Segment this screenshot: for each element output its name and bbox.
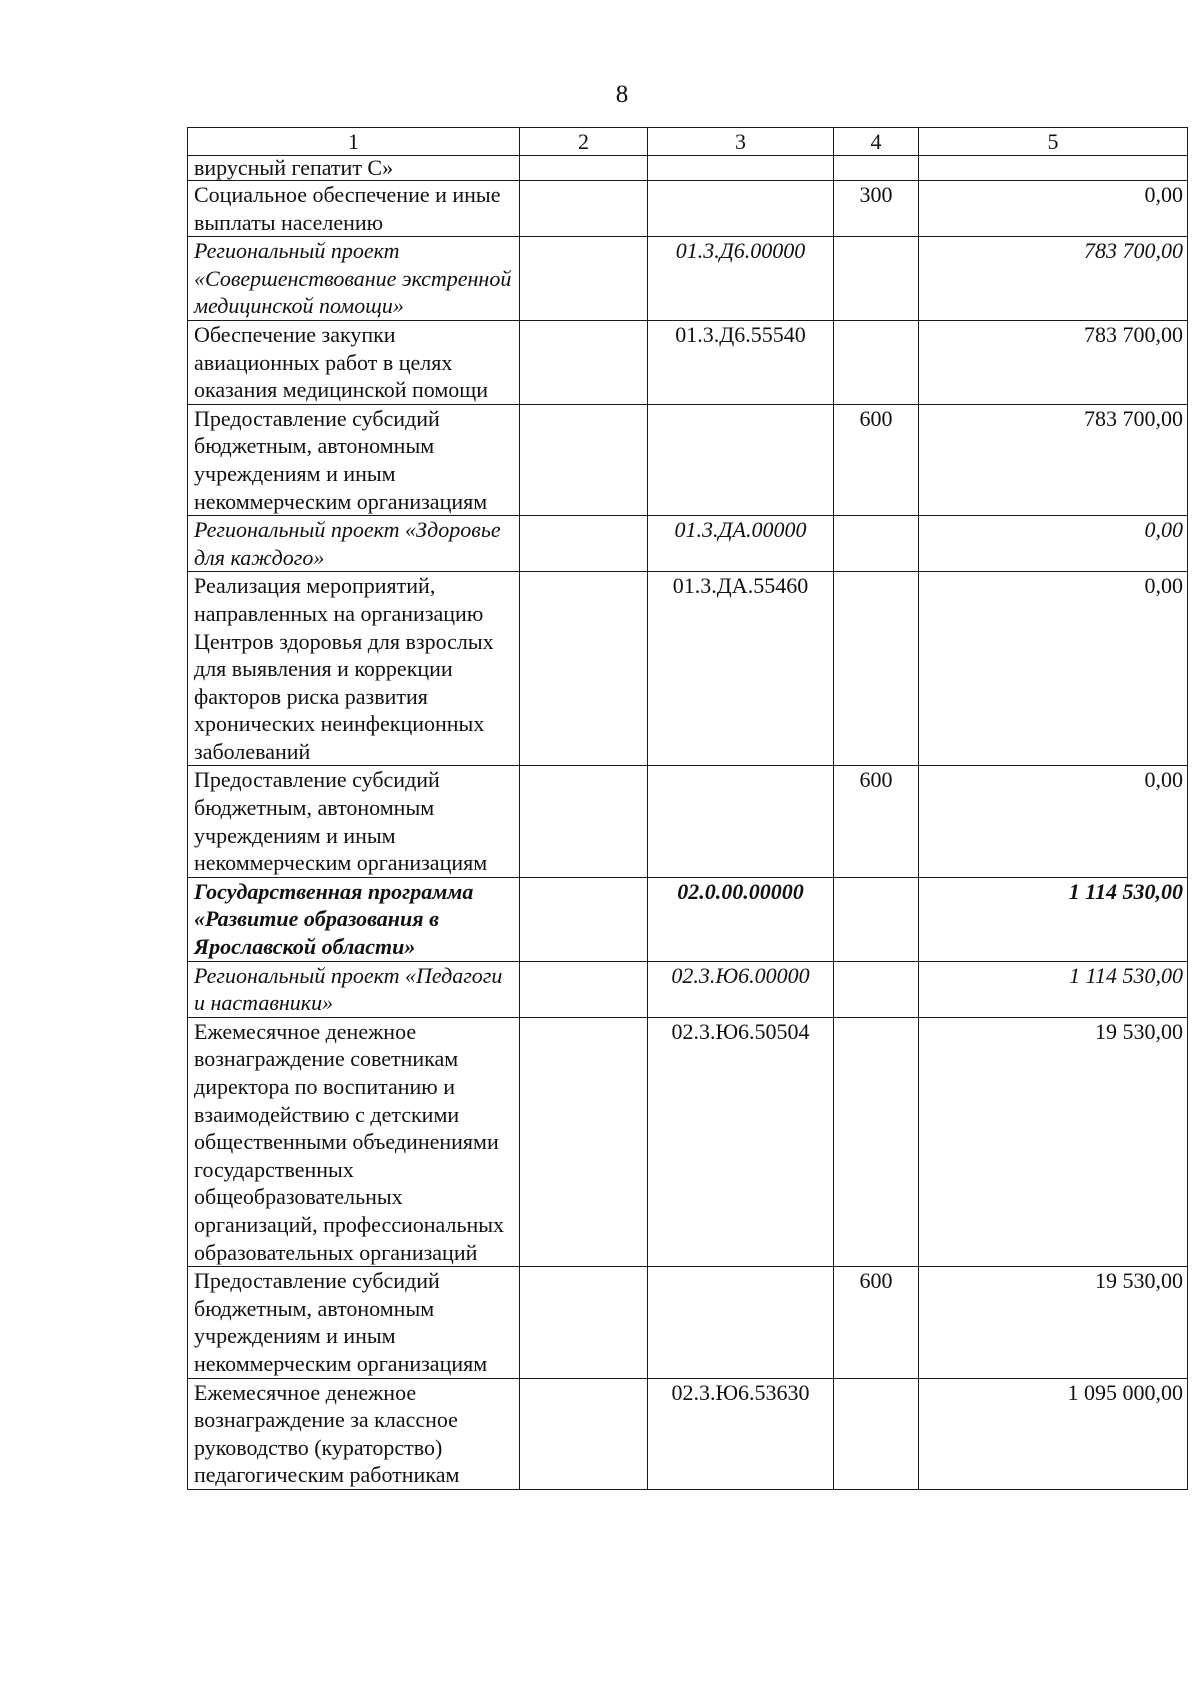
- row-type-cell: [834, 237, 919, 321]
- row-sum-cell: 1 114 530,00: [919, 877, 1188, 961]
- row-col2-cell: [520, 516, 648, 572]
- row-code-cell: 02.3.Ю6.53630: [648, 1378, 834, 1489]
- row-col2-cell: [520, 572, 648, 766]
- row-name-cell: Ежемесячное денежное вознаграждение за классное руководство (кураторство) педагогическим работникам: [188, 1378, 520, 1489]
- row-code-cell: 01.3.Д6.00000: [648, 237, 834, 321]
- row-code-cell: [648, 1267, 834, 1378]
- row-code-cell: [648, 766, 834, 877]
- row-name-cell: Региональный проект «Здоровье для каждого»: [188, 516, 520, 572]
- row-name-cell: Социальное обеспечение и иные выплаты населению: [188, 181, 520, 237]
- row-col2-cell: [520, 877, 648, 961]
- table-row: [188, 877, 1188, 961]
- row-code-cell: [648, 404, 834, 515]
- row-type-cell: [834, 1378, 919, 1489]
- row-sum-cell: 0,00: [919, 766, 1188, 877]
- row-code-cell: 01.3.ДА.55460: [648, 572, 834, 766]
- row-type-cell: 600: [834, 404, 919, 515]
- table-row: [188, 1378, 1188, 1489]
- row-sum-cell: 19 530,00: [919, 1267, 1188, 1378]
- row-col2-cell: [520, 1017, 648, 1266]
- table-row: [188, 572, 1188, 766]
- row-code-cell: 02.0.00.00000: [648, 877, 834, 961]
- row-name-cell: Обеспечение закупки авиационных работ в целях оказания медицинской помощи: [188, 320, 520, 404]
- row-name-cell: вирусный гепатит С»: [188, 156, 520, 181]
- row-col2-cell: [520, 766, 648, 877]
- row-sum-cell: 1 095 000,00: [919, 1378, 1188, 1489]
- row-name-cell: Региональный проект «Совершенствование экстренной медицинской помощи»: [188, 237, 520, 321]
- row-type-cell: [834, 877, 919, 961]
- row-sum-cell: 783 700,00: [919, 320, 1188, 404]
- header-cell: 1: [188, 128, 520, 156]
- row-code-cell: 02.3.Ю6.00000: [648, 961, 834, 1017]
- row-sum-cell: [919, 156, 1188, 181]
- table-header-row: [188, 128, 1188, 156]
- row-sum-cell: 1 114 530,00: [919, 961, 1188, 1017]
- table-row: [188, 766, 1188, 877]
- table-body: [188, 128, 1188, 1490]
- row-name-cell: Государственная программа «Развитие образования в Ярославской области»: [188, 877, 520, 961]
- header-cell: 3: [648, 128, 834, 156]
- row-type-cell: [834, 961, 919, 1017]
- row-code-cell: [648, 181, 834, 237]
- row-sum-cell: 783 700,00: [919, 237, 1188, 321]
- table-row: [188, 1267, 1188, 1378]
- row-type-cell: [834, 320, 919, 404]
- table-row: [188, 237, 1188, 321]
- row-col2-cell: [520, 237, 648, 321]
- header-cell: 5: [919, 128, 1188, 156]
- row-name-cell: Ежемесячное денежное вознаграждение советникам директора по воспитанию и взаимодействию с детскими общественными объединениями государственных общеобразовательных организаций, профессиональных образовательных организаций: [188, 1017, 520, 1266]
- row-code-cell: 02.3.Ю6.50504: [648, 1017, 834, 1266]
- row-sum-cell: 0,00: [919, 572, 1188, 766]
- row-code-cell: [648, 156, 834, 181]
- row-type-cell: [834, 1017, 919, 1266]
- row-col2-cell: [520, 1378, 648, 1489]
- table-row: [188, 320, 1188, 404]
- table-row: [188, 1017, 1188, 1266]
- row-type-cell: 600: [834, 766, 919, 877]
- row-col2-cell: [520, 320, 648, 404]
- row-name-cell: Предоставление субсидий бюджетным, автономным учреждениям и иным некоммерческим организациям: [188, 766, 520, 877]
- row-type-cell: 300: [834, 181, 919, 237]
- budget-table: [187, 127, 1188, 1490]
- row-col2-cell: [520, 181, 648, 237]
- page-number: 8: [615, 81, 629, 108]
- row-col2-cell: [520, 961, 648, 1017]
- row-code-cell: 01.3.Д6.55540: [648, 320, 834, 404]
- row-name-cell: Предоставление субсидий бюджетным, автономным учреждениям и иным некоммерческим организациям: [188, 404, 520, 515]
- row-type-cell: 600: [834, 1267, 919, 1378]
- row-type-cell: [834, 156, 919, 181]
- header-cell: 4: [834, 128, 919, 156]
- row-sum-cell: 0,00: [919, 516, 1188, 572]
- table-row: [188, 516, 1188, 572]
- row-col2-cell: [520, 404, 648, 515]
- row-type-cell: [834, 572, 919, 766]
- row-code-cell: 01.3.ДА.00000: [648, 516, 834, 572]
- row-name-cell: Региональный проект «Педагоги и наставники»: [188, 961, 520, 1017]
- header-cell: 2: [520, 128, 648, 156]
- row-sum-cell: 0,00: [919, 181, 1188, 237]
- row-col2-cell: [520, 156, 648, 181]
- row-name-cell: Предоставление субсидий бюджетным, автономным учреждениям и иным некоммерческим организациям: [188, 1267, 520, 1378]
- row-type-cell: [834, 516, 919, 572]
- row-col2-cell: [520, 1267, 648, 1378]
- row-name-cell: Реализация мероприятий, направленных на организацию Центров здоровья для взрослых для выявления и коррекции факторов риска развития хронических неинфекционных заболеваний: [188, 572, 520, 766]
- row-sum-cell: 19 530,00: [919, 1017, 1188, 1266]
- table-row: [188, 404, 1188, 515]
- row-sum-cell: 783 700,00: [919, 404, 1188, 515]
- table-row: [188, 181, 1188, 237]
- table-row: [188, 961, 1188, 1017]
- table-row: [188, 156, 1188, 181]
